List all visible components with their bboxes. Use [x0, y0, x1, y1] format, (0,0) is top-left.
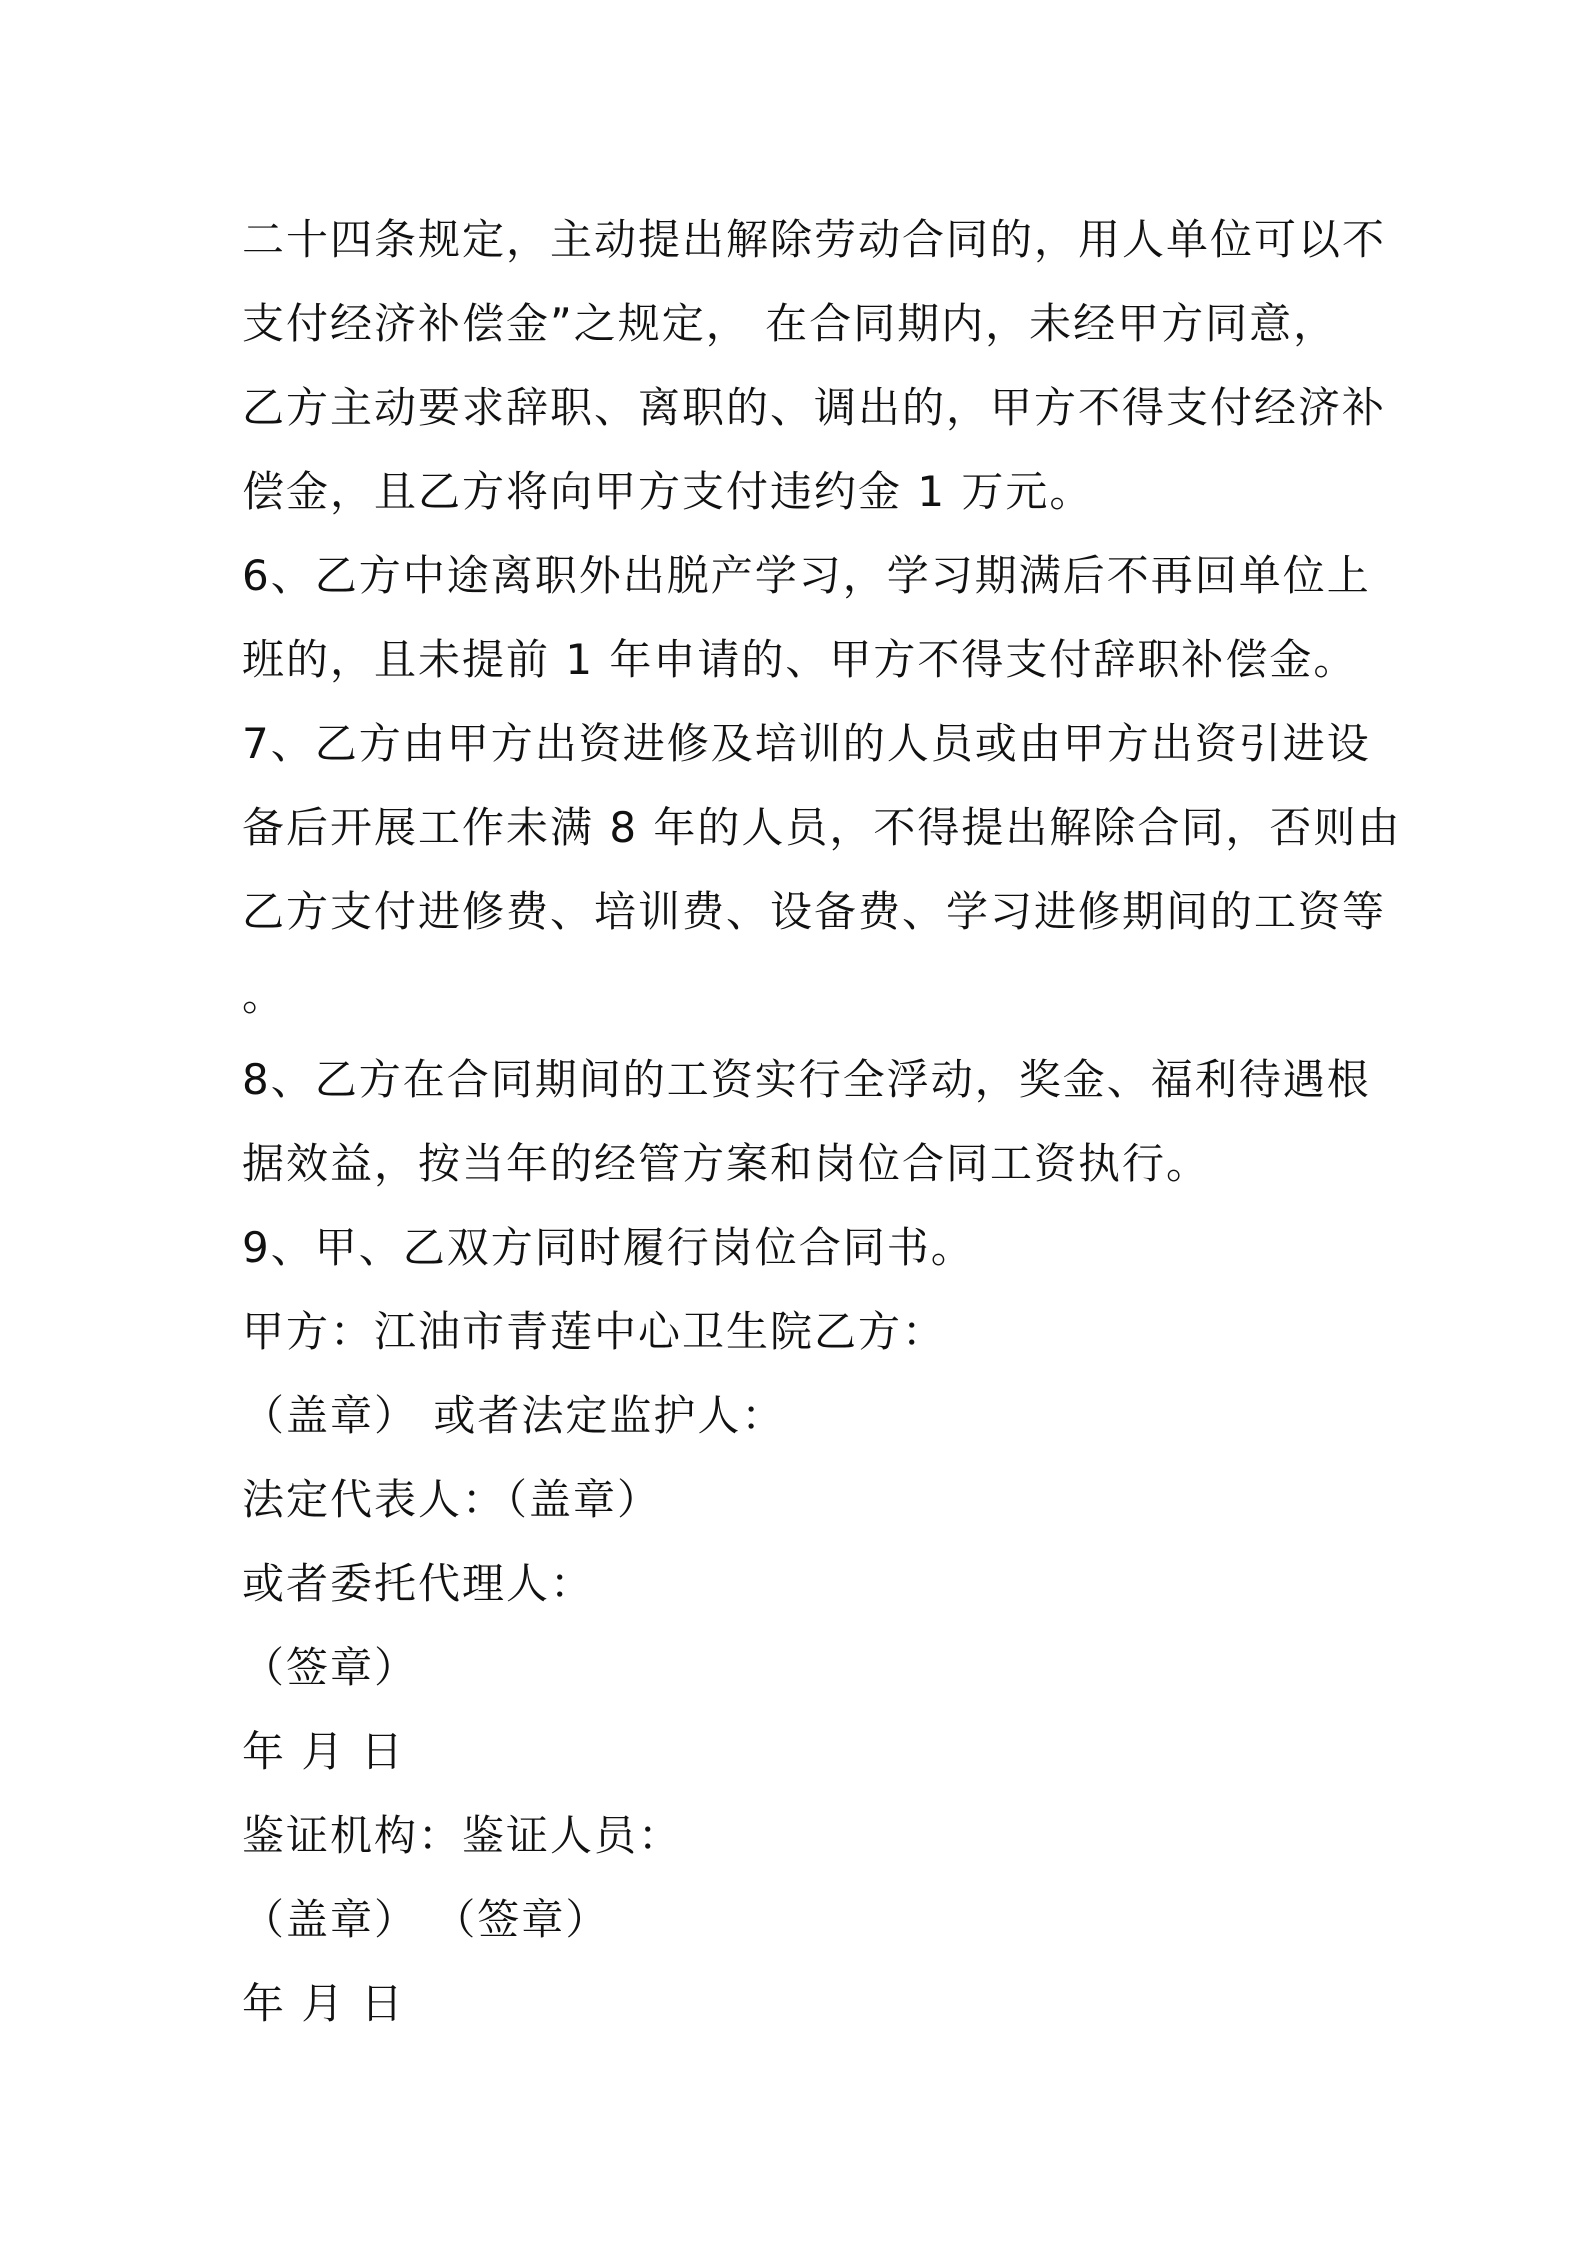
clause-9-line: 9、甲、乙双方同时履行岗位合同书。 [242, 1223, 975, 1272]
party-a-line: 甲方：江油市青莲中心卫生院乙方： [242, 1307, 947, 1356]
seal-guardian-line: （盖章） 或者法定监护人： [242, 1391, 786, 1440]
date-line: 年 月 日 [242, 1727, 405, 1776]
clause-8-line: 据效益，按当年的经管方案和岗位合同工资执行。 [242, 1139, 1211, 1188]
clause-6-line: 班的，且未提前 1 年申请的、甲方不得支付辞职补偿金。 [242, 635, 1358, 684]
clause-6-line: 6、乙方中途离职外出脱产学习，学习期满后不再回单位上 [242, 551, 1371, 600]
text-line: 偿金，且乙方将向甲方支付违约金 1 万元。 [242, 467, 1094, 516]
authentication-line: 鉴证机构：鉴证人员： [242, 1811, 683, 1860]
signature-line: （签章） [242, 1643, 419, 1692]
legal-rep-line: 法定代表人：（盖章） [242, 1475, 662, 1524]
clause-7-line: 备后开展工作未满 8 年的人员，不得提出解除合同，否则由 [242, 803, 1402, 852]
agent-line: 或者委托代理人： [242, 1559, 595, 1608]
seal-signature-line: （盖章） （签章） [242, 1895, 610, 1944]
document-body [242, 198, 1402, 2046]
clause-7-line: 。 [242, 971, 287, 1020]
clause-8-line: 8、乙方在合同期间的工资实行全浮动，奖金、福利待遇根 [242, 1055, 1371, 1104]
text-line: 支付经济补偿金”之规定， 在合同期内，未经甲方同意， [242, 299, 1338, 348]
clause-7-line: 乙方支付进修费、培训费、设备费、学习进修期间的工资等 [242, 887, 1387, 936]
date-line: 年 月 日 [242, 1979, 405, 2028]
text-line: 乙方主动要求辞职、离职的、调出的，甲方不得支付经济补 [242, 383, 1387, 432]
clause-7-line: 7、乙方由甲方出资进修及培训的人员或由甲方出资引进设 [242, 719, 1371, 768]
text-line: 二十四条规定，主动提出解除劳动合同的，用人单位可以不 [242, 215, 1387, 264]
